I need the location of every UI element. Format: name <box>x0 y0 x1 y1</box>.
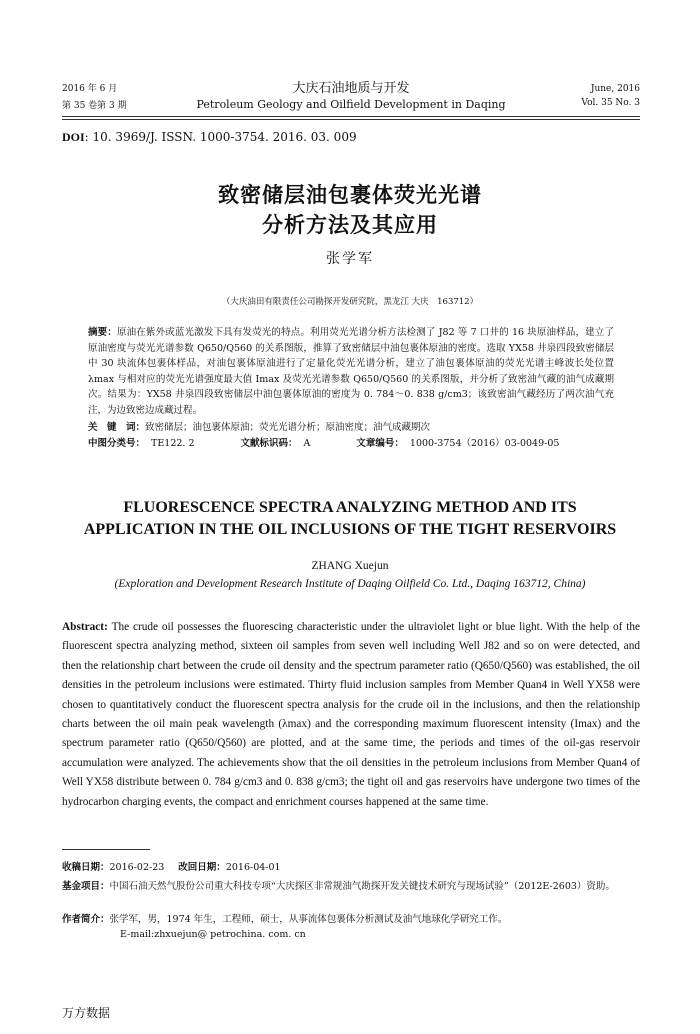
title-en-line1: FLUORESCENCE SPECTRA ANALYZING METHOD AND ITS <box>123 499 577 516</box>
author-email[interactable]: E-mail:zhxuejun@ petrochina. com. cn <box>120 929 306 940</box>
keywords-cn-text: 致密储层；油包裹体原油；荧光光谱分析；原油密度；油气成藏期次 <box>145 422 431 433</box>
header-date-en: June, 2016 <box>590 84 640 94</box>
doc-code-value: A <box>303 438 311 449</box>
clc-value: TE122. 2 <box>151 438 195 449</box>
article-no-value: 1000-3754（2016）03-0049-05 <box>409 438 560 449</box>
header-center <box>62 80 640 111</box>
footnote-rule <box>62 849 150 850</box>
watermark: 万方数据 <box>62 1006 111 1020</box>
author-bio-text: 张学军，男，1974 年生，工程师，硕士，从事流体包裹体分析测试及油气地球化学研究工作。 <box>109 914 508 925</box>
title-cn-line1: 致密储层油包裹体荧光光谱 <box>218 183 482 207</box>
doi-label: DOI <box>62 130 85 144</box>
keywords-cn <box>88 419 614 433</box>
title-en-line2: APPLICATION IN THE OIL INCLUSIONS OF THE TIGHT RESERVOIRS <box>83 521 617 538</box>
received-date: 2016-02-23 <box>109 862 165 873</box>
header-volume-cn: 第 35 卷第 3 期 <box>62 101 127 111</box>
abstract-cn-text: 原油在紫外或蓝光激发下具有发荧光的特点。利用荧光光谱分析方法检测了 J82 等 7 口井的 16 块原油样品，建立了原油密度与荧光光谱参数 Q650/Q560 的关系图版，推算了致密储层中油包裹体原油的密度。选取 YX58 井泉四段致密储层中 30 块流体包裹体样品，对油包裹体原油进行了定量化荧光光谱分析，建立了油包裹体原油的荧光光谱主峰波长处位置 λmax 与相对应的荧光光谱强度最大值 Imax 及荧光光谱参数 Q650/Q560 的关系图版，并分析了致密油气藏的油气成藏期次。结果为：YX58 井泉四段致密储层中油包裹体原油的密度为 0. 784～0. 838 g/cm3；该致密油气藏经历了两次油气充注，为边致密边成藏过程。 <box>88 327 614 416</box>
title-cn-line2: 分析方法及其应用 <box>262 213 438 237</box>
affiliation-cn: （大庆油田有限责任公司勘探开发研究院，黑龙江 大庆 163712） <box>221 297 479 307</box>
abstract-en-text: The crude oil possesses the fluorescing characteristic under the ultraviolet light or blue light. With the help of the fluorescent spectra analyzing method, sixteen oil samples from seven well including Well J82 and so on were detected, and then the relationship chart between the crude oil density and the spectrum parameter ratio (Q650/Q560) was established, the oil densities in the petroleum inclusions were estimated. Thirty fluid inclusion samples from Member Quan4 in Well YX58 were chosen to quantitatively conduct the fluorescent spectra analysis for the crude oil in the inclusions, and then the relationship charts between the oil main peak wavelength (λmax) and the corresponding maximum fluorescent intensity (Imax) and the spectrum parameter ratio (Q650/Q560) are plotted, and at the same time, the periods and times of the oil-gas reservoir accumulation were analyzed. The achievements show that the oil densities in the petroleum inclusions from Member Quan4 of Well YX58 distribute between 0. 784 g/cm3 and 0. 838 g/cm3; the tight oil and gas reservoirs have undergone two times of the hydrocarbon charging events, the compact and enrichment courses happened at the same time. <box>62 621 640 808</box>
header-rule <box>62 116 640 117</box>
author-bio-label: 作者简介： <box>62 914 110 925</box>
fund-label: 基金项目： <box>62 881 110 892</box>
header-date-cn: 2016 年 6 月 <box>62 84 118 94</box>
received-label: 收稿日期： <box>62 862 110 873</box>
revised-label: 改回日期： <box>178 862 226 873</box>
article-no-label: 文章编号： <box>356 438 404 449</box>
header-rule-double <box>62 119 640 120</box>
abstract-en-label: Abstract: <box>62 621 108 633</box>
classification-line <box>88 435 614 449</box>
footnote-fund <box>62 879 640 894</box>
clc-label: 中图分类号： <box>88 438 146 449</box>
title-en <box>0 497 700 541</box>
footnote-author <box>62 912 640 942</box>
doi-line: DOI: 10. 3969/J. ISSN. 1000-3754. 2016. 03. 009 <box>62 130 357 144</box>
running-header <box>62 80 640 116</box>
header-volume-en: Vol. 35 No. 3 <box>581 98 640 108</box>
author-en: ZHANG Xuejun <box>311 560 389 572</box>
doc-code-label: 文献标识码： <box>240 438 298 449</box>
fund-text: 中国石油天然气股份公司重大科技专项“大庆探区非常规油气勘探开发关键技术研究与现场试验”（2012E-2603）资助。 <box>109 881 615 892</box>
revised-date: 2016-04-01 <box>225 862 281 873</box>
keywords-cn-label: 关 键 词： <box>88 422 146 433</box>
author-cn: 张学军 <box>326 251 374 267</box>
header-journal-en: Petroleum Geology and Oilfield Development in Daqing <box>196 98 506 111</box>
footnote-dates <box>62 860 640 875</box>
affiliation-en: (Exploration and Development Research Institute of Daqing Oilfield Co. Ltd., Daqing 163712, China) <box>114 578 586 590</box>
abstract-cn <box>88 325 614 418</box>
header-right <box>581 80 640 108</box>
abstract-cn-label: 摘要： <box>88 327 117 338</box>
abstract-en <box>62 618 640 812</box>
header-journal-cn: 大庆石油地质与开发 <box>292 81 410 96</box>
title-cn <box>0 180 700 240</box>
doi-value[interactable]: 10. 3969/J. ISSN. 1000-3754. 2016. 03. 009 <box>92 130 357 144</box>
